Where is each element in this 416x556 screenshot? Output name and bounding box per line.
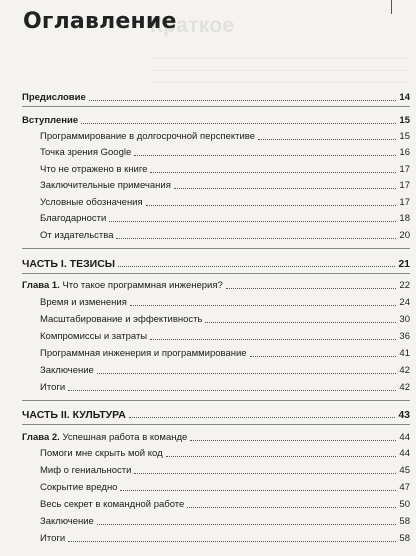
toc-entry[interactable]: [22, 463, 410, 477]
toc-entry-page: 24: [399, 297, 410, 308]
dot-leader: [97, 373, 397, 374]
toc-entry-page: 17: [399, 164, 410, 175]
toc-chapter-entry[interactable]: [22, 430, 410, 444]
dot-leader: [68, 390, 396, 391]
dot-leader: [250, 356, 397, 357]
toc-part-entry[interactable]: [22, 407, 410, 421]
toc-part-entry[interactable]: [22, 256, 410, 270]
toc-entry[interactable]: [22, 497, 410, 511]
toc-entry-page: 50: [399, 499, 410, 510]
toc-entry-page: 15: [399, 115, 410, 126]
bleed-through-heading: Краткое: [150, 14, 235, 37]
toc-entry-page: 15: [399, 131, 410, 142]
toc-entry-label: Предисловие: [22, 92, 86, 103]
toc-entry-page: 16: [399, 147, 410, 158]
dot-leader: [68, 541, 396, 542]
toc-entry[interactable]: [22, 531, 410, 545]
toc-entry-page: 17: [399, 197, 410, 208]
section-divider: [22, 106, 410, 107]
dot-leader: [166, 456, 397, 457]
toc-entry-page: 47: [399, 482, 410, 493]
toc-entry[interactable]: [22, 514, 410, 528]
dot-leader: [97, 524, 397, 525]
toc-entry[interactable]: [22, 446, 410, 460]
toc-entry[interactable]: [22, 195, 410, 209]
toc-entry-label: Точка зрения Google: [40, 147, 132, 158]
toc-entry-label: От издательства: [40, 230, 114, 241]
toc-entry-label: ЧАСТЬ I. ТЕЗИСЫ: [22, 258, 116, 270]
chapter-title: Успешная работа в команде: [62, 432, 188, 443]
toc-entry-label: Программная инженерия и программирование: [40, 348, 247, 359]
toc-entry-label: Сокрытие вредно: [40, 482, 118, 493]
dot-leader: [109, 221, 396, 222]
dot-leader: [130, 305, 397, 306]
dot-leader: [187, 507, 396, 508]
chapter-title: Что такое программная инженерия?: [62, 280, 223, 291]
dot-leader: [146, 205, 397, 206]
toc-entry-page: 20: [399, 230, 410, 241]
toc-entry-page: 58: [399, 533, 410, 544]
toc-entry[interactable]: [22, 113, 410, 127]
dot-leader: [118, 266, 395, 267]
toc-entry[interactable]: [22, 90, 410, 104]
toc-entry-label: Благодарности: [40, 213, 107, 224]
toc-entry[interactable]: [22, 312, 410, 326]
toc-entry-label: Итоги: [40, 533, 66, 544]
toc-entry-page: 18: [399, 213, 410, 224]
dot-leader: [81, 123, 396, 124]
section-divider: [22, 273, 410, 274]
dot-leader: [134, 155, 396, 156]
toc-entry-label: Помоги мне скрыть мой код: [40, 448, 163, 459]
toc-entry[interactable]: [22, 162, 410, 176]
toc-entry-page: 22: [399, 280, 410, 291]
dot-leader: [150, 339, 396, 340]
toc-entry-label: Что не отражено в книге: [40, 164, 148, 175]
dot-leader: [174, 188, 397, 189]
dot-leader: [134, 473, 396, 474]
dot-leader: [89, 100, 397, 101]
toc-entry[interactable]: [22, 145, 410, 159]
toc-entry-label: Компромиссы и затраты: [40, 331, 148, 342]
toc-entry-label: Весь секрет в командной работе: [40, 499, 185, 510]
toc-entry-page: 42: [399, 365, 410, 376]
toc-entry-label: Масштабирование и эффективность: [40, 314, 203, 325]
toc-entry-page: 14: [399, 92, 410, 103]
toc-entry-page: 44: [399, 448, 410, 459]
toc-entry-label: ЧАСТЬ II. КУЛЬТУРА: [22, 409, 126, 421]
section-divider: [22, 424, 410, 425]
toc-entry-label: [22, 432, 187, 444]
dot-leader: [150, 172, 396, 173]
toc-entry-label: Заключение: [40, 365, 94, 376]
toc-entry[interactable]: [22, 295, 410, 309]
chapter-number: Глава 1.: [22, 280, 60, 291]
toc-entry-label: Условные обозначения: [40, 197, 143, 208]
toc-entry-label: Время и изменения: [40, 297, 127, 308]
toc-entry-page: 58: [399, 516, 410, 527]
toc-entry[interactable]: [22, 228, 410, 242]
bleed-through-rule: [150, 70, 410, 71]
toc-entry-label: Заключительные примечания: [40, 180, 171, 191]
corner-rule: [391, 0, 392, 14]
toc-entry[interactable]: [22, 129, 410, 143]
dot-leader: [258, 139, 396, 140]
toc-entry-page: 41: [399, 348, 410, 359]
dot-leader: [129, 417, 395, 418]
toc-entry[interactable]: [22, 380, 410, 394]
toc-entry-page: 45: [399, 465, 410, 476]
toc-entry-label: [22, 280, 223, 292]
toc-entry[interactable]: [22, 178, 410, 192]
toc-entry[interactable]: [22, 211, 410, 225]
toc-entry[interactable]: [22, 329, 410, 343]
toc-entry[interactable]: [22, 363, 410, 377]
toc-entry-page: 42: [399, 382, 410, 393]
dot-leader: [116, 238, 396, 239]
bleed-through-rule: [150, 58, 410, 59]
toc-entry[interactable]: [22, 480, 410, 494]
toc-entry-label: Итоги: [40, 382, 66, 393]
dot-leader: [120, 490, 396, 491]
toc-entry[interactable]: [22, 346, 410, 360]
toc-entry-page: 36: [399, 331, 410, 342]
dot-leader: [205, 322, 396, 323]
toc-entry-page: 30: [399, 314, 410, 325]
toc-entry-label: Вступление: [22, 115, 79, 126]
page-title: Оглавление: [23, 9, 177, 34]
toc-entry-label: Программирование в долгосрочной перспективе: [40, 131, 256, 142]
toc-chapter-entry[interactable]: [22, 278, 410, 292]
section-divider: [22, 400, 410, 401]
dot-leader: [190, 440, 396, 441]
toc-entry-label: Заключение: [40, 516, 94, 527]
toc-entry-page: 43: [398, 409, 410, 421]
chapter-number: Глава 2.: [22, 432, 60, 443]
toc-entry-page: 21: [398, 258, 410, 270]
section-divider: [22, 248, 410, 249]
toc-entry-page: 44: [399, 432, 410, 443]
dot-leader: [226, 288, 397, 289]
toc-entry-label: Миф о гениальности: [40, 465, 132, 476]
toc-entry-page: 17: [399, 180, 410, 191]
bleed-through-rule: [150, 82, 410, 83]
